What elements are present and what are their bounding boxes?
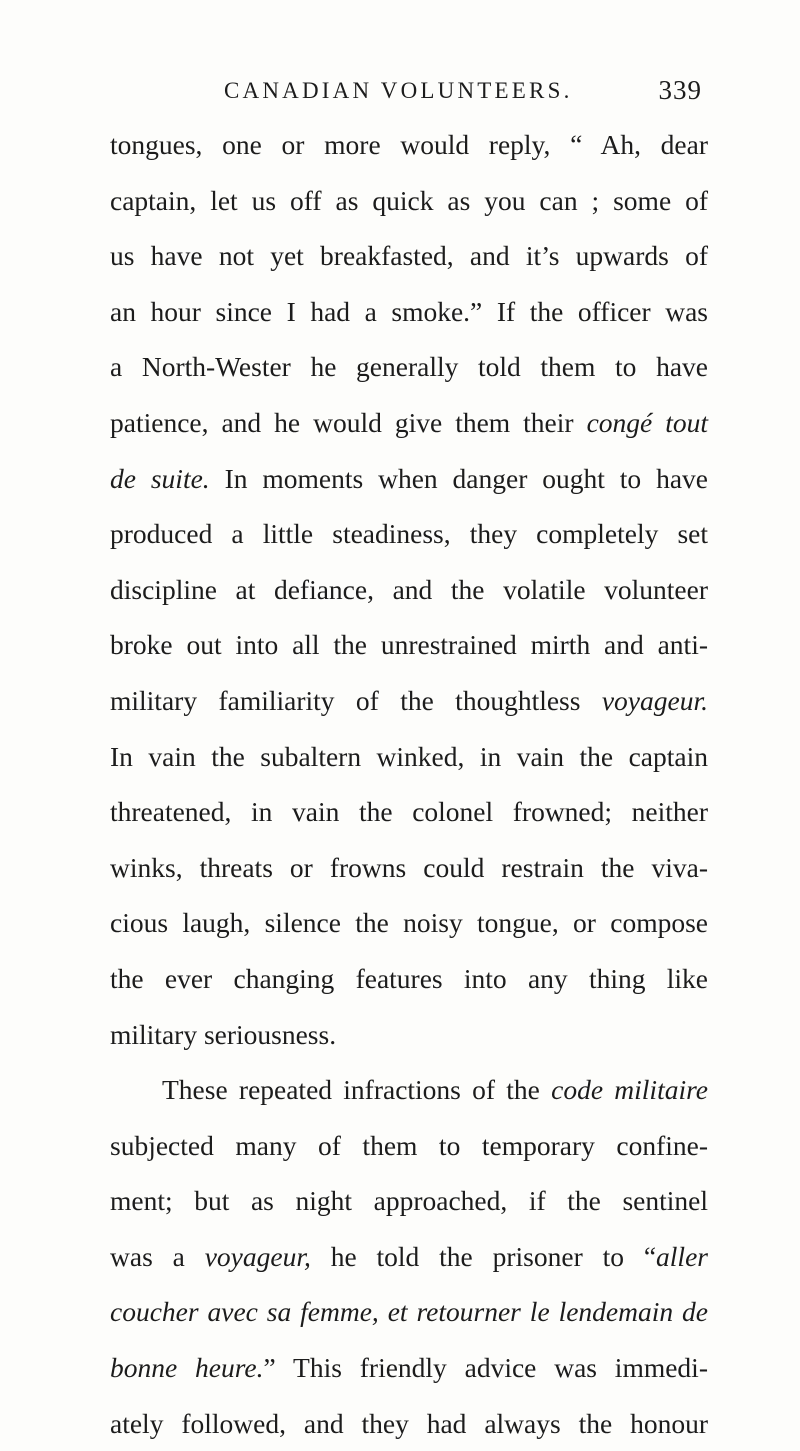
- text-line: [110, 1007, 708, 1063]
- text-line: [110, 228, 708, 284]
- text-line: [110, 617, 708, 673]
- body-text: [110, 117, 708, 1451]
- text-line: [110, 451, 708, 507]
- text-line: [110, 1229, 708, 1285]
- text-segment: winks, threats or frowns could restrain the viva-: [110, 851, 708, 883]
- italic-text: voyageur,: [204, 1240, 311, 1272]
- text-segment: was a: [110, 1240, 205, 1272]
- text-segment: ment; but as night approached, if the sentinel: [110, 1185, 708, 1217]
- text-line: [110, 1118, 708, 1174]
- text-line: [110, 1396, 708, 1451]
- italic-text: code militaire: [551, 1074, 708, 1106]
- text-segment: threatened, in vain the colonel frowned; neither: [110, 796, 708, 828]
- text-line: [110, 951, 708, 1007]
- text-line: [110, 506, 708, 562]
- text-segment: subjected many of them to temporary confine-: [110, 1129, 708, 1161]
- text-segment: captain, let us off as quick as you can ; some of: [110, 184, 708, 216]
- text-segment: ” This friendly advice was immedi-: [263, 1352, 708, 1384]
- text-segment: tongues, one or more would reply, “ Ah, dear: [110, 129, 708, 160]
- text-line: [110, 784, 708, 840]
- text-line: [110, 117, 708, 173]
- italic-text: voyageur.: [601, 684, 708, 716]
- text-line: [110, 1173, 708, 1229]
- text-segment: military seriousness.: [110, 1018, 337, 1050]
- text-line: [110, 395, 708, 451]
- text-segment: In vain the subaltern winked, in vain the captain: [110, 740, 708, 772]
- italic-text: coucher avec sa femme, et retourner le lendemain de: [110, 1296, 708, 1328]
- text-segment: an hour since I had a smoke.” If the officer was: [110, 295, 708, 327]
- text-segment: broke out into all the unrestrained mirth and anti-: [110, 629, 708, 661]
- text-segment: a North-Wester he generally told them to have: [110, 351, 708, 383]
- italic-text: bonne heure.: [110, 1352, 264, 1384]
- text-segment: he told the prisoner to “: [310, 1240, 657, 1272]
- text-segment: discipline at defiance, and the volatile volunteer: [110, 573, 708, 605]
- running-title: CANADIAN VOLUNTEERS.: [224, 78, 573, 103]
- text-line: [110, 339, 708, 395]
- text-segment: These repeated infractions of the: [162, 1074, 552, 1106]
- text-segment: the ever changing features into any thing like: [110, 962, 708, 994]
- text-line: [110, 895, 708, 951]
- text-line: [110, 840, 708, 896]
- text-line: [110, 173, 708, 229]
- italic-text: de suite.: [110, 462, 210, 494]
- page-number: 339: [658, 75, 702, 105]
- text-line: [110, 562, 708, 618]
- text-line: [110, 1340, 708, 1396]
- italic-text: congé tout: [586, 406, 708, 438]
- text-line: [110, 284, 708, 340]
- text-segment: ately followed, and they had always the honour: [110, 1407, 708, 1439]
- text-segment: military familiarity of the thoughtless: [110, 684, 602, 716]
- text-line: [110, 729, 708, 785]
- text-segment: cious laugh, silence the noisy tongue, or compose: [110, 907, 708, 939]
- text-line: [110, 1284, 708, 1340]
- text-line: [110, 673, 708, 729]
- text-line: [110, 1062, 708, 1118]
- running-head: [112, 75, 702, 114]
- text-segment: us have not yet breakfasted, and it’s upwards of: [110, 240, 708, 272]
- text-segment: patience, and he would give them their: [110, 406, 587, 438]
- text-segment: produced a little steadiness, they completely set: [110, 518, 708, 550]
- italic-text: aller: [656, 1240, 708, 1272]
- text-segment: In moments when danger ought to have: [209, 462, 708, 494]
